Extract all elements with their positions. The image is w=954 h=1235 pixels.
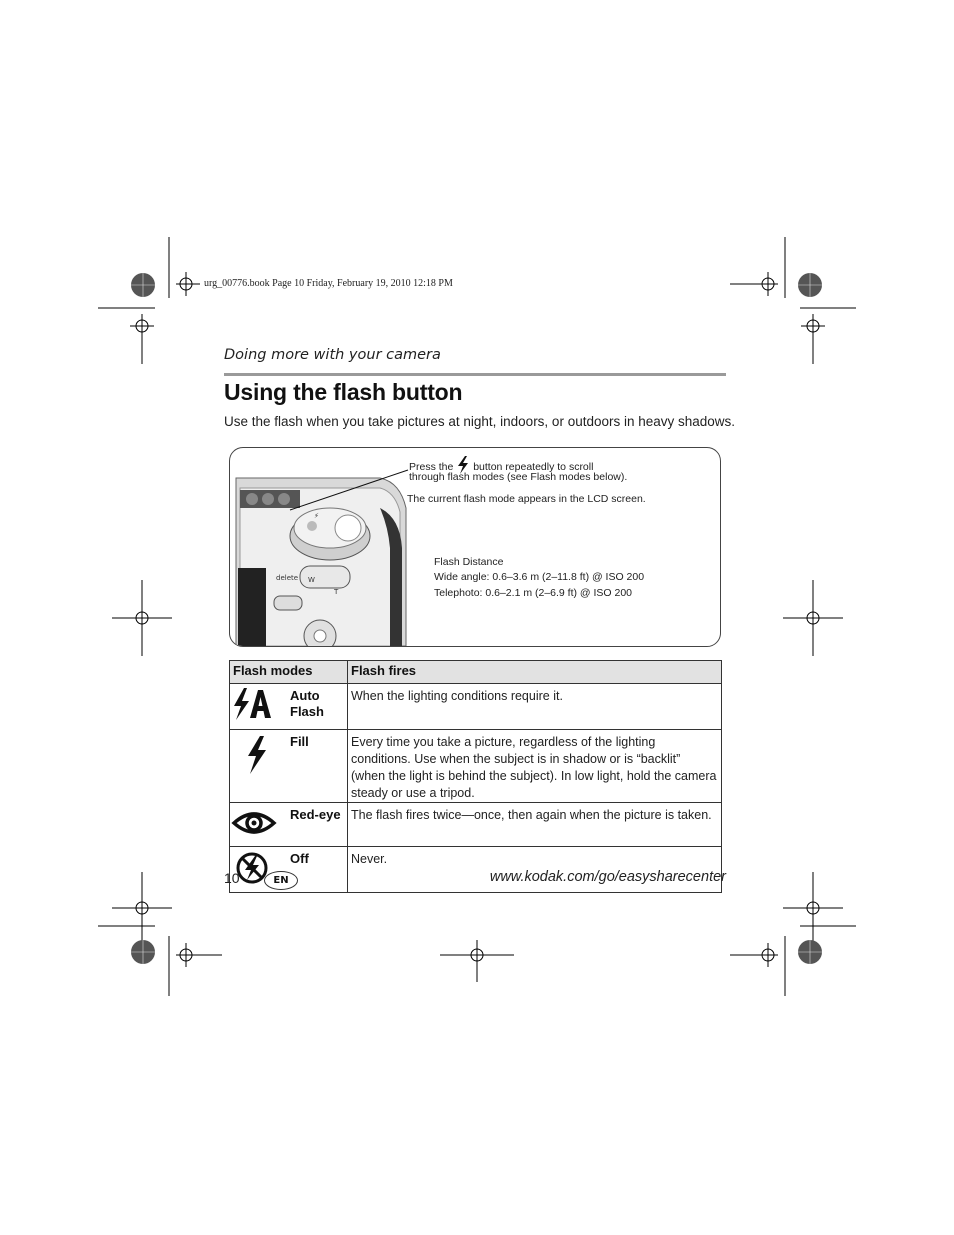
heading-rule	[224, 373, 726, 376]
book-print-info: urg_00776.book Page 10 Friday, February 19, 2010 12:18 PM	[204, 278, 453, 289]
delete-label: delete	[276, 574, 299, 582]
red-eye-icon	[230, 803, 287, 847]
table-header-row	[230, 661, 722, 684]
camera-drawing	[230, 448, 430, 646]
mode-description: The flash fires twice—once, then again when the picture is taken.	[348, 803, 722, 847]
flash-distance-wide: Wide angle: 0.6–3.6 m (2–11.8 ft) @ ISO 200	[434, 571, 645, 583]
flash-modes-table	[229, 660, 722, 893]
camera-illustration	[229, 447, 721, 647]
tele-label: T	[334, 588, 339, 596]
column-header-flash-fires: Flash fires	[348, 661, 722, 684]
flash-distance-title: Flash Distance	[434, 556, 504, 568]
page-number: 10	[224, 870, 240, 886]
footer-url[interactable]: www.kodak.com/go/easysharecenter	[489, 869, 726, 885]
table-row	[230, 803, 722, 847]
page-title: Using the flash button	[224, 379, 463, 405]
mode-description: Every time you take a picture, regardless of the lighting conditions. Use when the subject is in shadow or is “backlit” (when the light is behind the subject). In low light, hold the camera steady or use a tripod.	[348, 730, 722, 803]
mode-description: When the lighting conditions require it.	[348, 684, 722, 730]
section-heading: Doing more with your camera	[224, 347, 441, 363]
svg-text:⚡: ⚡	[314, 512, 319, 520]
fill-flash-icon	[230, 730, 287, 803]
mode-name: Auto Flash	[286, 684, 348, 730]
language-badge: EN	[264, 871, 298, 890]
auto-flash-icon	[230, 684, 287, 730]
mode-name: Red-eye	[286, 803, 348, 847]
press-instruction: Press the button repeatedly to scroll	[409, 456, 593, 475]
flash-distance-tele: Telephoto: 0.6–2.1 m (2–6.9 ft) @ ISO 200	[434, 587, 633, 599]
lcd-note: The current flash mode appears in the LCD screen.	[407, 493, 646, 505]
press-instruction-line2: through flash modes (see Flash modes below).	[409, 471, 628, 483]
mode-description: Never.	[348, 847, 722, 893]
intro-paragraph: Use the flash when you take pictures at night, indoors, or outdoors in heavy shadows.	[224, 414, 736, 429]
mode-name: Off	[286, 847, 348, 893]
table-row	[230, 684, 722, 730]
wide-label: W	[308, 576, 315, 584]
column-header-flash-modes: Flash modes	[230, 661, 348, 684]
mode-name: Fill	[286, 730, 348, 803]
table-row	[230, 730, 722, 803]
